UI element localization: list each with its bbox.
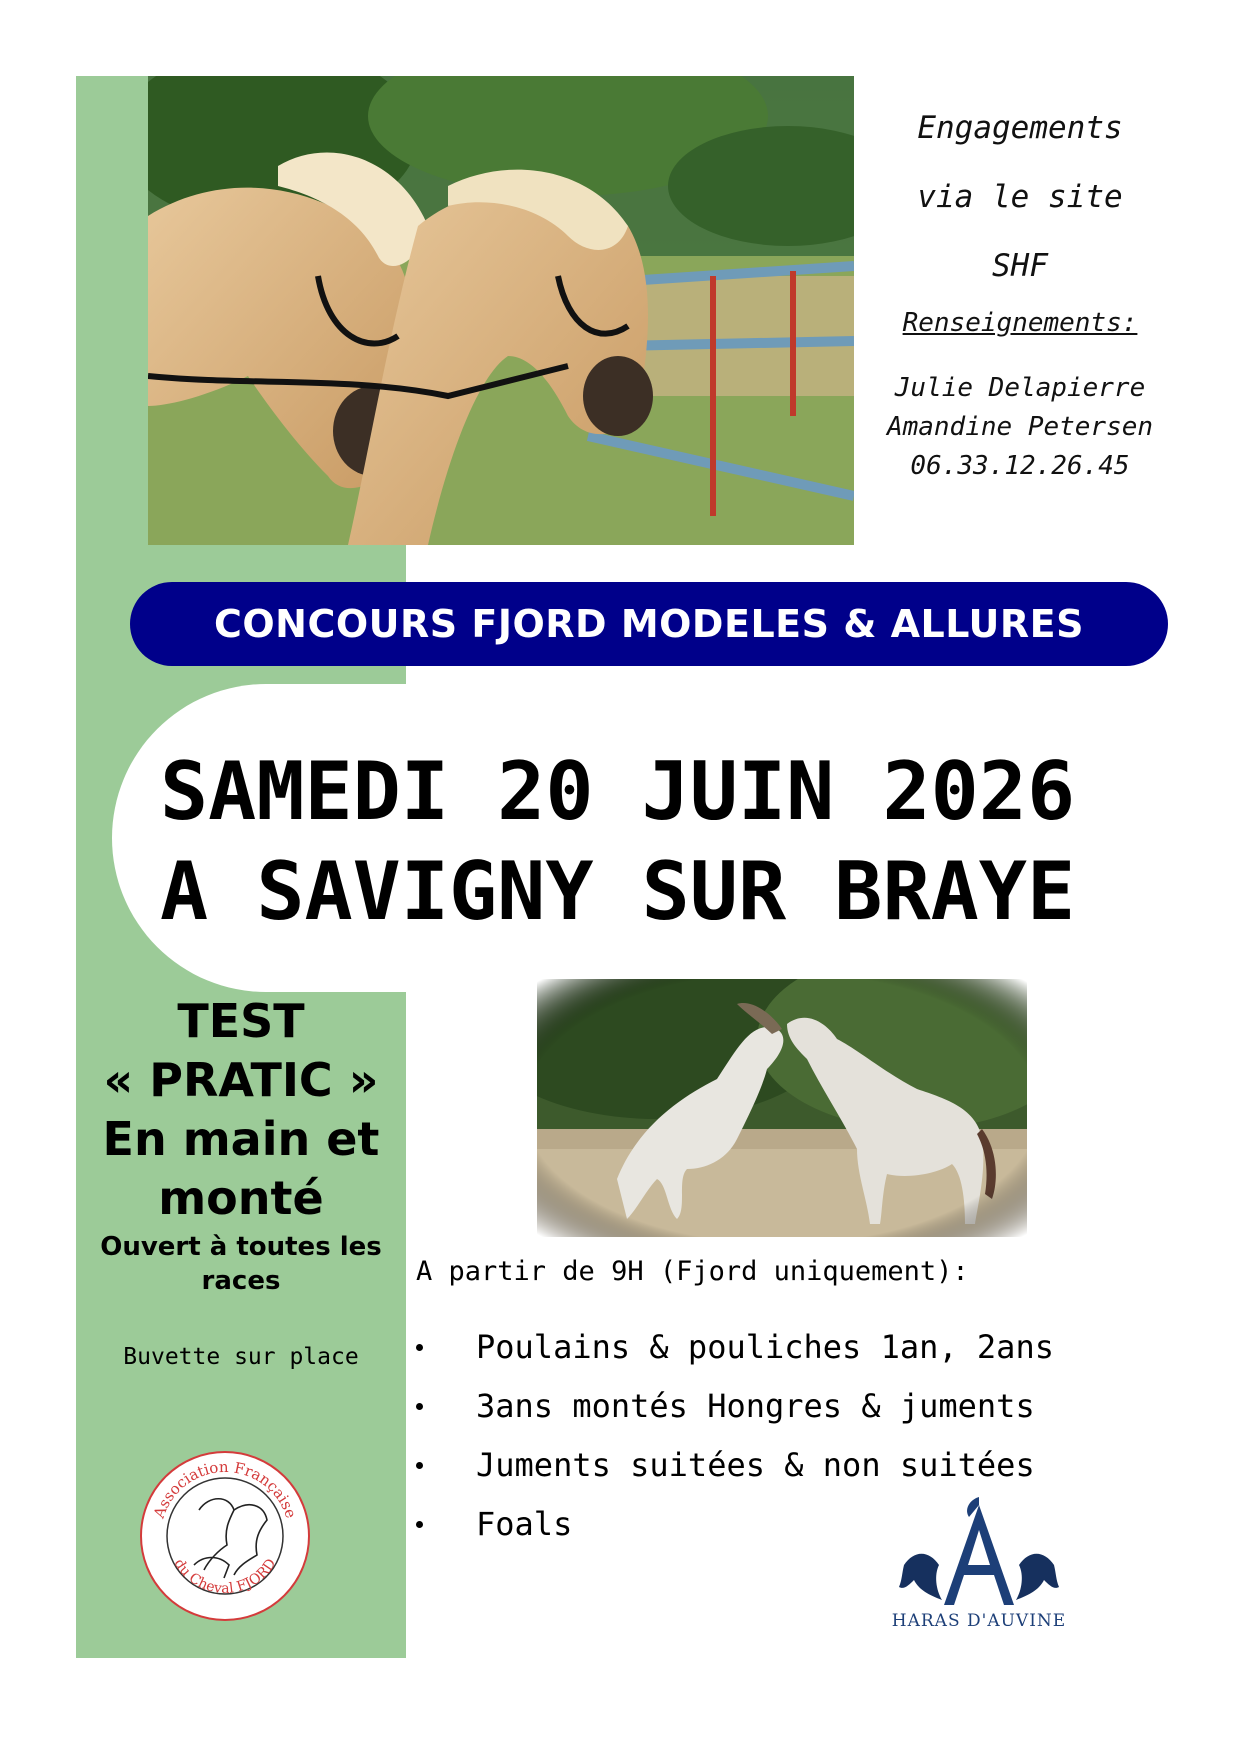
test-line-4: monté [158, 1171, 324, 1225]
event-date: SAMEDI 20 JUIN 2026 [160, 745, 1076, 838]
haras-logo [884, 1495, 1074, 1630]
bullet-icon [416, 1344, 423, 1351]
fjord-horses-photo [148, 76, 854, 545]
contact-heading: Renseignements: [902, 308, 1138, 338]
contact-phone: 06.33.12.26.45 [910, 451, 1130, 481]
contact-name-1: Julie Delapierre [894, 373, 1146, 403]
list-item [416, 1377, 1054, 1436]
category-label: Juments suitées & non suitées [476, 1446, 1035, 1484]
afcf-logo [139, 1450, 311, 1622]
list-item [416, 1436, 1054, 1495]
category-label: Foals [476, 1505, 573, 1543]
test-open-note: Ouvert à toutes les races [100, 1232, 382, 1296]
event-date-heading [160, 742, 1200, 942]
contact-name-2: Amandine Petersen [886, 412, 1154, 442]
contact-line-3: SHF [992, 248, 1048, 284]
bullet-icon [416, 1521, 423, 1528]
event-place: A SAVIGNY SUR BRAYE [160, 845, 1076, 938]
list-item [416, 1318, 1054, 1377]
haras-name: HARAS D'AUVINE [891, 1611, 1067, 1631]
category-label: 3ans montés Hongres & juments [476, 1387, 1035, 1425]
svg-text:Association Française: Association Française [149, 1457, 301, 1521]
contact-line-2: via le site [917, 179, 1123, 215]
svg-text:du Cheval FJORD: du Cheval FJORD [170, 1556, 280, 1597]
contact-info [860, 94, 1180, 486]
contact-line-1: Engagements [917, 110, 1123, 146]
category-label: Poulains & pouliches 1an, 2ans [476, 1328, 1054, 1366]
bullet-icon [416, 1403, 423, 1410]
bullet-icon [416, 1462, 423, 1469]
test-line-3: En main et [102, 1112, 380, 1166]
buvette-note: Buvette sur place [123, 1344, 359, 1370]
test-line-2: « PRATIC » [103, 1053, 379, 1107]
event-banner: CONCOURS FJORD MODELES & ALLURES [130, 582, 1168, 666]
test-pratic-block [76, 992, 406, 1370]
schedule-intro: A partir de 9H (Fjord uniquement): [416, 1256, 969, 1287]
test-line-1: TEST [177, 994, 305, 1048]
playing-horses-photo [537, 979, 1027, 1237]
